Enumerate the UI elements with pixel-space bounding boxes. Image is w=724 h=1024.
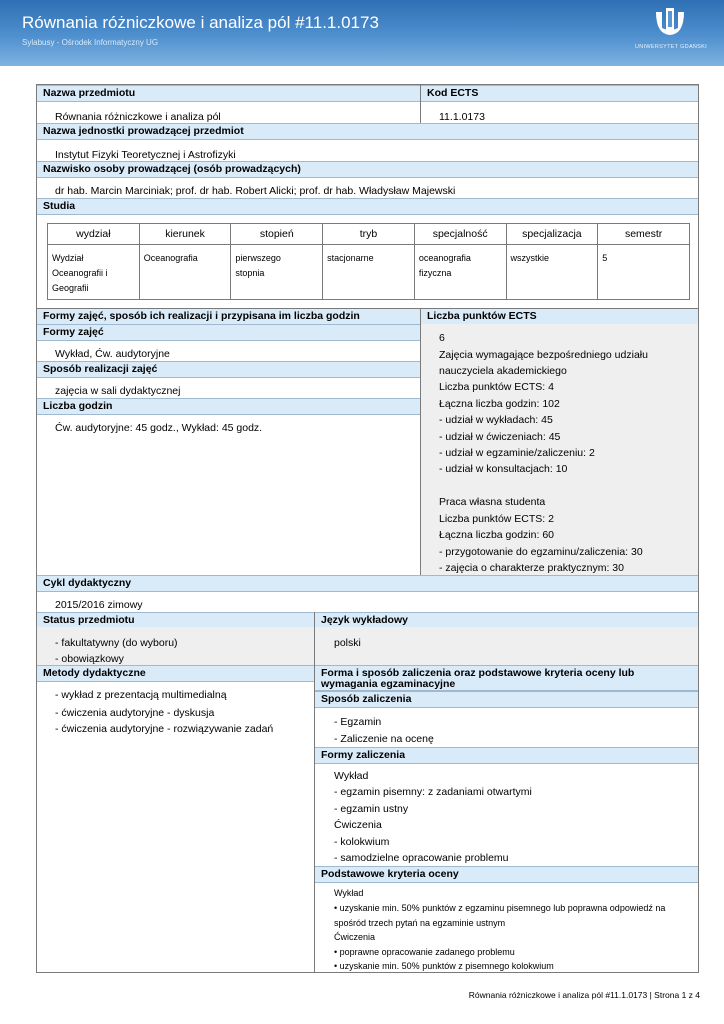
col-header-faculty: wydział xyxy=(48,224,140,245)
pass-forms-item: - egzamin ustny xyxy=(334,803,409,815)
methods-item: - ćwiczenia audytoryjne - rozwiązywanie zadań xyxy=(55,723,274,735)
page-footer: Równania różniczkowe i analiza pól #11.1.0173 | Strona 1 z 4 xyxy=(468,990,700,1000)
hours-value: Ćw. audytoryjne: 45 godz., Wykład: 45 godz. xyxy=(55,422,263,434)
pass-forms-item: - samodzielne opracowanie problemu xyxy=(334,852,509,864)
methods-label: Metody dydaktyczne xyxy=(37,665,315,682)
criteria-line: Ćwiczenia xyxy=(334,932,376,942)
table-row xyxy=(48,245,690,300)
page-title: Równania różniczkowe i analiza pól #11.1.0173 xyxy=(22,13,379,32)
divider xyxy=(420,309,421,575)
university-logo xyxy=(630,8,712,58)
ects-points-label: Liczba punktów ECTS xyxy=(421,309,698,325)
status-item: - fakultatywny (do wyboru) xyxy=(55,637,178,649)
class-forms-value: Wykład, Ćw. audytoryjne xyxy=(55,348,170,360)
pass-forms-label: Formy zaliczenia xyxy=(315,747,698,764)
syllabus-form: Nazwa przedmiotu Kod ECTS Równania różniczkowe i analiza pól 11.1.0173 Nazwa jednostki prowadzącej przedmiot Instytut Fizyki Teoretycznej i Astrofizyki Nazwisko osoby prowadzącej (osób prowadzących) dr hab. Marcin Marciniak; prof. dr hab. Robert Alicki; prof. dr hab. Władysław Majewski Studia wydział kierunek stopień tryb specjalność specjalizacja semestr Wydział Oceanografii i Geografii Oceanografia pierwszego stopnia stacjonarne oceanografia fizyczna wszystkie 5 Formy zajęć, sposób ich realizacji i przypisana im liczba godzin Liczba punktów ECTS Formy zajęć Wykład, Ćw. audytoryjne Sposób realizacji zajęć zajęcia w sali dydaktycznej Liczba godzin Ćw. audytoryjne: 45 godz., Wykład: 45 godz. 6 Zajęcia wymagające bezpośredniego udziału nauczyciela akademickiego Liczba punktów ECTS: 4 Łączna liczba godzin: 102 - udział w wykładach: 45 - udział w ćwiczeniach: 45 - udział w egzaminie/zaliczeniu: 2 - udział w konsultacjach: 10 Praca własna studenta Liczba punktów ECTS: 2 Łączna liczba godzin: 60 - przygotowanie do egzaminu/zaliczenia: 30 - zajęcia o charakterze praktycznym: 30 Cykl dydaktyczny 2015/2016 zimowy Status przedmiotu Język wykładowy - fakultatywny (do wyboru) - obowiązkowy polski Metody dydaktyczne Forma i sposób zaliczenia oraz podstawowe kryteria oceny lub wymagania egzaminacyjne - wykład z prezentacją multimedialną - ćwiczenia audytoryjne - dyskusja - ćwiczenia audytoryjne - rozwiązywanie zadań Sposób zaliczenia - Egzamin - Zaliczenie na ocenę Formy zaliczenia Wykład - egzamin pisemny: z zadaniami otwartymi - egzamin ustny Ćwiczenia - kolokwium - samodzielne opracowanie problemu Podstawowe kryteria oceny Wykład • uzyskanie min. 50% punktów z egzaminu pisemnego lub poprawna odpowiedź na spośród trzech pytań na egzaminie ustnym Ćwiczenia • poprawne opracowanie zadanego problemu • uzyskanie min. 50% punktów z pisemnego kolokwium xyxy=(36,84,699,973)
criteria-line: • uzyskanie min. 50% punktów z egzaminu pisemnego lub poprawna odpowiedź na xyxy=(334,903,666,913)
unit-value: Instytut Fizyki Teoretycznej i Astrofizyki xyxy=(55,149,236,161)
col-header-field: kierunek xyxy=(139,224,231,245)
col-header-mode: tryb xyxy=(323,224,415,245)
ects-code-label: Kod ECTS xyxy=(421,85,698,102)
col-header-degree: stopień xyxy=(231,224,323,245)
pass-forms-item: - egzamin pisemny: z zadaniami otwartymi xyxy=(334,786,532,798)
pass-forms-item: Wykład xyxy=(334,770,369,782)
realization-label: Sposób realizacji zajęć xyxy=(37,361,420,378)
lecturers-label: Nazwisko osoby prowadzącej (osób prowadzących) xyxy=(37,161,698,178)
status-item: - obowiązkowy xyxy=(55,653,124,665)
cell-field: Oceanografia xyxy=(139,245,231,300)
class-forms-label: Formy zajęć xyxy=(37,324,420,341)
classes-section-label: Formy zajęć, sposób ich realizacji i przypisana im liczba godzin xyxy=(37,309,421,325)
hours-label: Liczba godzin xyxy=(37,398,420,415)
criteria-label: Podstawowe kryteria oceny xyxy=(315,866,698,883)
university-logo-icon xyxy=(654,8,686,36)
subject-name-value: Równania różniczkowe i analiza pól xyxy=(55,111,221,123)
cell-mode: stacjonarne xyxy=(323,245,415,300)
assessment-label: Forma i sposób zaliczenia oraz podstawowe kryteria oceny lub wymagania egzaminacyjne xyxy=(315,665,698,691)
criteria-line: • uzyskanie min. 50% punktów z pisemnego kolokwium xyxy=(334,961,554,971)
language-value: polski xyxy=(334,637,361,649)
pass-method-item: - Egzamin xyxy=(334,716,382,728)
criteria-line: Wykład xyxy=(334,888,364,898)
col-header-specialization: specjalizacja xyxy=(506,224,598,245)
university-logo-text: UNIWERSYTET GDAŃSKI xyxy=(635,44,707,50)
ects-code-value: 11.1.0173 xyxy=(439,111,485,123)
lecturers-value: dr hab. Marcin Marciniak; prof. dr hab. Robert Alicki; prof. dr hab. Władysław Majewski xyxy=(55,185,456,197)
unit-label: Nazwa jednostki prowadzącej przedmiot xyxy=(37,123,698,140)
studies-label: Studia xyxy=(37,198,698,215)
col-header-specialty: specjalność xyxy=(414,224,506,245)
pass-forms-item: Ćwiczenia xyxy=(334,819,382,831)
cycle-label: Cykl dydaktyczny xyxy=(37,575,698,592)
realization-value: zajęcia w sali dydaktycznej xyxy=(55,385,181,397)
cell-degree: pierwszego stopnia xyxy=(231,245,323,300)
methods-item: - ćwiczenia audytoryjne - dyskusja xyxy=(55,707,215,719)
page-header xyxy=(0,0,724,66)
pass-forms-item: - kolokwium xyxy=(334,836,390,848)
pass-method-item: - Zaliczenie na ocenę xyxy=(334,733,434,745)
cell-specialty: oceanografia fizyczna xyxy=(414,245,506,300)
status-label: Status przedmiotu xyxy=(37,612,315,629)
page-subtitle: Sylabusy - Ośrodek Informatyczny UG xyxy=(22,38,159,47)
col-header-semester: semestr xyxy=(598,224,690,245)
divider xyxy=(314,612,315,973)
subject-name-label: Nazwa przedmiotu xyxy=(37,85,421,102)
methods-item: - wykład z prezentacją multimedialną xyxy=(55,689,227,701)
cell-faculty: Wydział Oceanografii i Geografii xyxy=(48,245,140,300)
cell-semester: 5 xyxy=(598,245,690,300)
criteria-line: • poprawne opracowanie zadanego problemu xyxy=(334,947,515,957)
studies-table xyxy=(47,223,690,300)
pass-method-label: Sposób zaliczenia xyxy=(315,691,698,708)
criteria-line: spośród trzech pytań na egzaminie ustnym xyxy=(334,918,506,928)
cell-specialization: wszystkie xyxy=(506,245,598,300)
cycle-value: 2015/2016 zimowy xyxy=(55,599,143,611)
language-label: Język wykładowy xyxy=(315,612,698,629)
studies-table-header-row xyxy=(48,224,690,245)
